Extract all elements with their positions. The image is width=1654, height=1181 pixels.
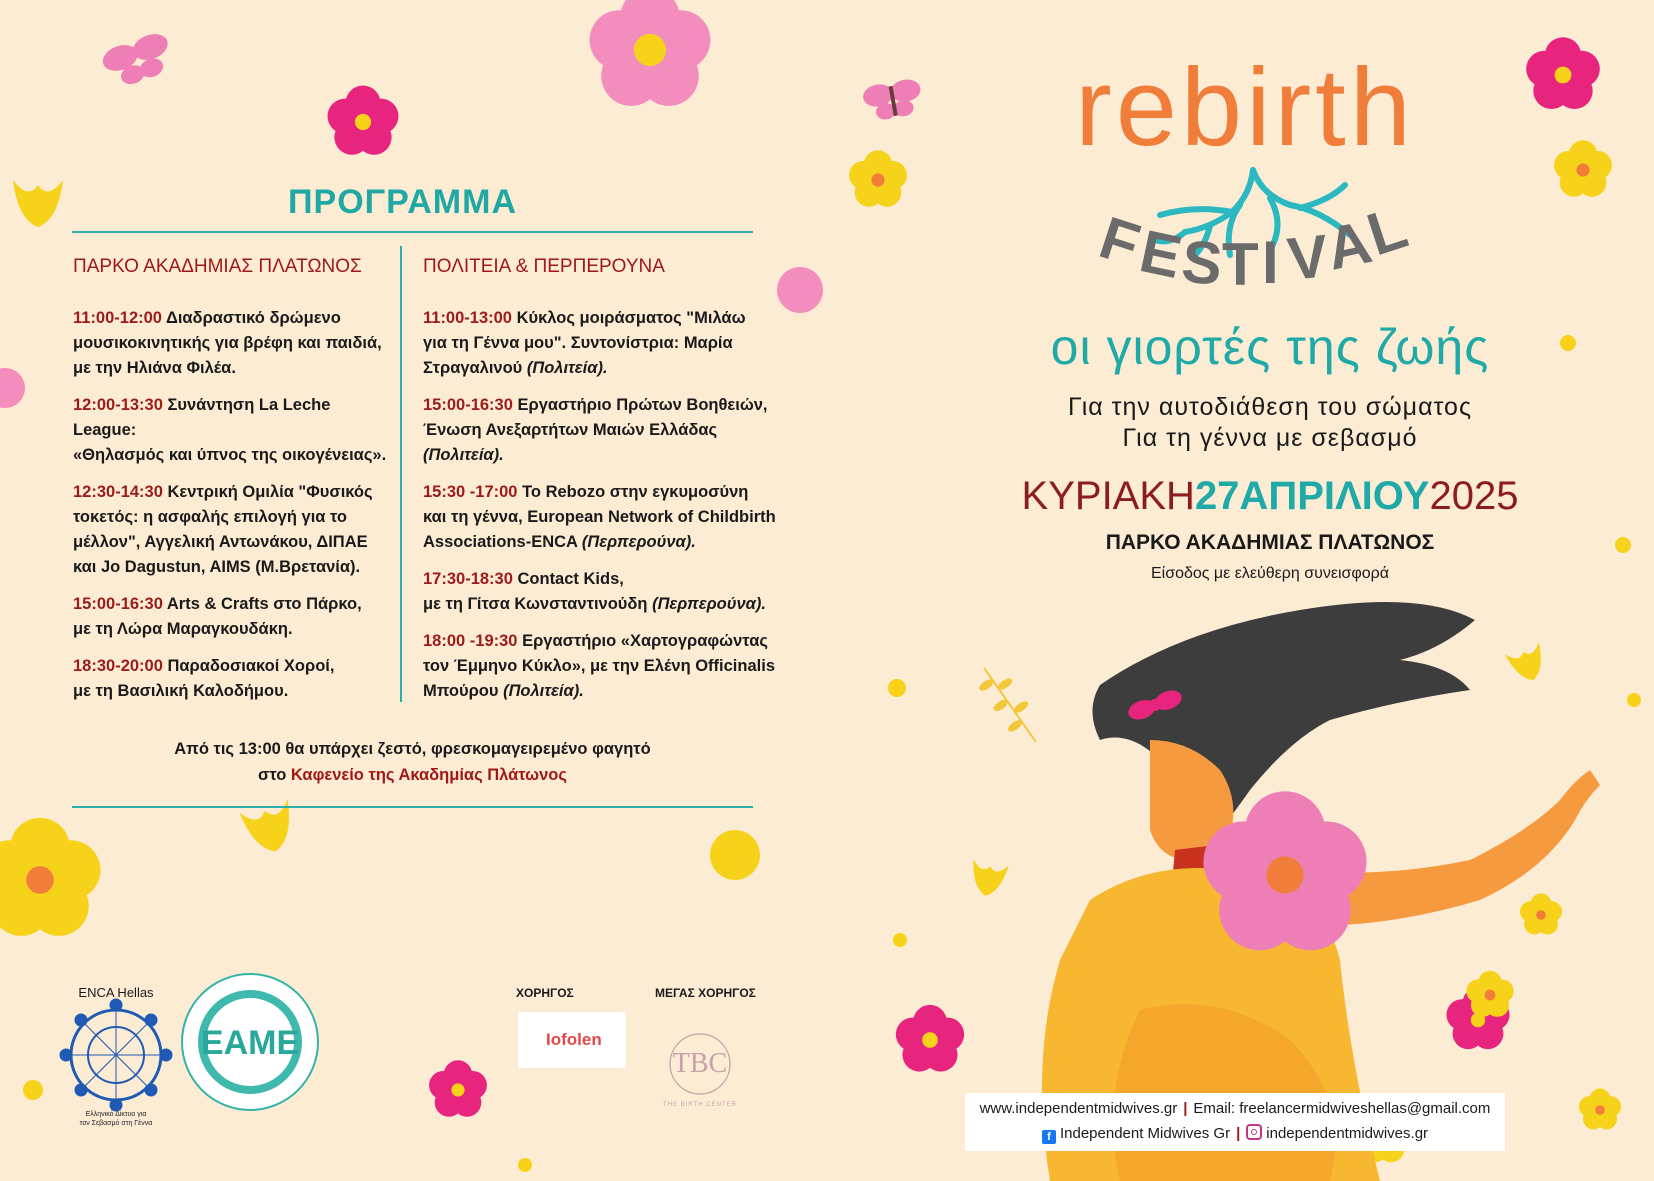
entry-time: 17:30-18:30: [423, 570, 513, 588]
schedule-entry: [423, 567, 783, 617]
instagram-link[interactable]: independentmidwives.gr: [1266, 1125, 1429, 1142]
entry-time: 11:00-13:00: [423, 309, 512, 327]
birth-center-label: THE BIRTH CENTER: [663, 1102, 737, 1108]
yellow-dot-icon: [888, 679, 906, 697]
schedule-entry: [73, 480, 393, 580]
entry-location: (Πολιτεία).: [503, 682, 584, 700]
schedule-entry: [423, 393, 783, 468]
schedule-entry: [423, 306, 783, 381]
food-note-line2: [72, 762, 753, 788]
svg-text:I: I: [1262, 229, 1279, 296]
svg-text:V: V: [1284, 222, 1332, 293]
svg-text:F: F: [1091, 203, 1148, 279]
svg-text:TBC: TBC: [672, 1048, 728, 1079]
facebook-icon: f: [1042, 1130, 1056, 1144]
schedule-entry: [423, 480, 783, 555]
iofolen-logo: Iofolen: [546, 1030, 602, 1049]
yellow-dot-icon: [518, 1158, 532, 1172]
yellow-flower-icon: [1466, 971, 1513, 1017]
event-date: [900, 474, 1640, 519]
website-link[interactable]: www.independentmidwives.gr: [979, 1100, 1178, 1117]
svg-text:L: L: [1359, 193, 1415, 269]
event-year: 2025: [1429, 474, 1519, 518]
entry-description: Εργαστήριο Πρώτων Βοηθειών, Ένωση Ανεξαρτήτων Μαιών Ελλάδας: [423, 396, 768, 439]
svg-text:rebirth: rebirth: [1075, 46, 1415, 169]
magenta-flower-icon: [1526, 37, 1600, 109]
entry-description: Κεντρική Ομιλία "Φυσικός τοκετός: η ασφαλής επιλογή για το μέλλον", Αγγελική Αντωνάκου, ΔΙΠΑΕ και Jo Dagustun, AIMS (Μ.Βρετανία).: [73, 483, 373, 576]
email-link[interactable]: Email: freelancermidwiveshellas@gmail.com: [1193, 1100, 1491, 1117]
major-sponsor-label: ΜΕΓΑΣ ΧΟΡΗΓΟΣ: [655, 986, 756, 1000]
pink-flower-icon: [590, 0, 711, 106]
schedule-left: [73, 306, 393, 716]
facebook-link[interactable]: Independent Midwives Gr: [1059, 1125, 1231, 1142]
entry-time: 11:00-12:00: [73, 309, 162, 327]
event-venue: ΠΑΡΚΟ ΑΚΑΔΗΜΙΑΣ ΠΛΑΤΩΝΟΣ: [1105, 531, 1435, 554]
enca-logo-icon: [60, 999, 172, 1111]
yellow-dot-icon: [710, 830, 760, 880]
svg-text:E: E: [1134, 217, 1188, 292]
separator: |: [1183, 1100, 1188, 1117]
yellow-dot-icon: [893, 933, 907, 947]
yellow-bud-icon: [967, 859, 1008, 899]
eaime-logo-icon: [182, 974, 318, 1110]
entry-description: Contact Kids, με τη Γίτσα Κωνσταντινούδη: [423, 570, 648, 613]
leaf-branch-icon: [971, 659, 1049, 751]
divider-bottom: [72, 806, 753, 808]
instagram-icon: [1246, 1124, 1262, 1140]
magenta-flower-icon: [896, 1005, 964, 1072]
event-day: ΚΥΡΙΑΚΗ: [1021, 474, 1195, 518]
yellow-flower-icon: [1579, 1088, 1621, 1129]
food-note: [72, 736, 753, 788]
entry-location: (Πολιτεία).: [526, 359, 608, 377]
food-note-line1: Από τις 13:00 θα υπάρχει ζεστό, φρεσκομαγειρεμένο φαγητό: [174, 740, 651, 758]
entry-time: 15:30 -17:00: [423, 483, 518, 501]
separator: |: [1236, 1125, 1241, 1142]
schedule-entry: [423, 629, 783, 704]
butterfly-icon: [861, 77, 924, 123]
yellow-dot-icon: [1627, 693, 1641, 707]
entry-description: Το Rebozo στην εγκυμοσύνη και τη γέννα, European Network of Childbirth Associations-ENCA: [423, 483, 776, 551]
program-title: ΠΡΟΓΡΑΜΜΑ: [287, 183, 518, 221]
schedule-entry: [73, 393, 393, 468]
svg-text:S: S: [1178, 227, 1226, 299]
schedule-entry: [73, 306, 393, 381]
entry-time: 12:30-14:30: [73, 483, 163, 501]
entry-description: Παραδοσιακοί Χοροί, με τη Βασιλική Καλοδήμου.: [73, 657, 335, 700]
food-note-prefix: στο: [258, 766, 291, 784]
entry-time: 15:00-16:30: [423, 396, 513, 414]
cafe-name: Καφενείο της Ακαδημίας Πλάτωνος: [290, 766, 567, 784]
tagline-1: Για την αυτοδιάθεση του σώματος: [1068, 393, 1472, 421]
entry-time: 18:00 -19:30: [423, 632, 518, 650]
venue-heading-left: ΠΑΡΚΟ ΑΚΑΔΗΜΙΑΣ ΠΛΑΤΩΝΟΣ: [73, 256, 362, 277]
entry-location: (Πολιτεία).: [423, 446, 504, 464]
butterfly-icon: [99, 30, 177, 92]
pink-dot-icon: [0, 368, 25, 408]
svg-text:A: A: [1320, 208, 1378, 283]
entry-description: Κύκλος μοιράσματος "Μιλάω για τη Γέννα μου". Συντονίστρια: Μαρία Στραγαλινού: [423, 309, 746, 377]
column-divider: [400, 246, 402, 702]
yellow-bud-icon: [239, 799, 299, 857]
event-date-day-month: 27ΑΠΡΙΛΙΟΥ: [1194, 474, 1430, 518]
entry-description: Διαδραστικό δρώμενο μουσικοκινητικής για βρέφη και παιδιά, με την Ηλιάνα Φιλέα.: [73, 309, 382, 377]
festival-subtitle: οι γιορτές της ζωής: [1050, 319, 1490, 375]
yellow-flower-icon: [1554, 140, 1612, 196]
yellow-flower-icon: [1520, 893, 1562, 934]
svg-text:T: T: [1222, 231, 1259, 298]
pink-dot-icon: [777, 267, 823, 313]
yellow-flower-icon: [0, 818, 100, 936]
enca-label: ENCA Hellas: [78, 985, 154, 1000]
svg-text:ΕΑΜΕ: ΕΑΜΕ: [200, 1024, 300, 1062]
entry-time: 12:00-13:30: [73, 396, 163, 414]
rebirth-logo: [1075, 46, 1415, 298]
entry-time: 15:00-16:30: [73, 595, 163, 613]
yellow-flower-icon: [849, 150, 907, 206]
divider-top: [72, 231, 753, 233]
schedule-right: [423, 306, 783, 716]
entry-location: (Περπερούνα).: [581, 533, 696, 551]
yellow-bud-icon: [1505, 642, 1550, 686]
sponsor-label: ΧΟΡΗΓΟΣ: [516, 986, 574, 1000]
entry-description: Συνάντηση La Leche League: «Θηλασμός και ύπνος της οικογένειας».: [73, 396, 387, 464]
entry-description: Arts & Crafts στο Πάρκο, με τη Λώρα Μαραγκουδάκη.: [73, 595, 362, 638]
entry-time: 18:30-20:00: [73, 657, 163, 675]
enca-subtitle: Ελληνικό Δίκτυο για τον Σεβασμό στη Γέννα: [79, 1111, 153, 1127]
magenta-flower-icon: [429, 1060, 487, 1116]
contact-line-1: [975, 1100, 1495, 1117]
schedule-entry: [73, 654, 393, 704]
tagline-2: Για τη γέννα με σεβασμό: [1122, 424, 1418, 452]
magenta-flower-icon: [327, 86, 398, 155]
contact-line-2: [975, 1124, 1495, 1144]
entry-note: Είσοδος με ελεύθερη συνεισφορά: [1150, 565, 1390, 582]
schedule-entry: [73, 592, 393, 642]
festival-wordmark: [1092, 193, 1415, 298]
venue-heading-right: ΠΟΛΙΤΕΙΑ & ΠΕΡΠΕΡΟΥΝΑ: [423, 256, 665, 277]
yellow-dot-icon: [23, 1080, 43, 1100]
entry-location: (Περπερούνα).: [652, 595, 766, 613]
entry-description: Εργαστήριο «Χαρτογραφώντας τον Έμμηνο Κύκλο», με την Ελένη Officinalis Μπούρου: [423, 632, 775, 700]
